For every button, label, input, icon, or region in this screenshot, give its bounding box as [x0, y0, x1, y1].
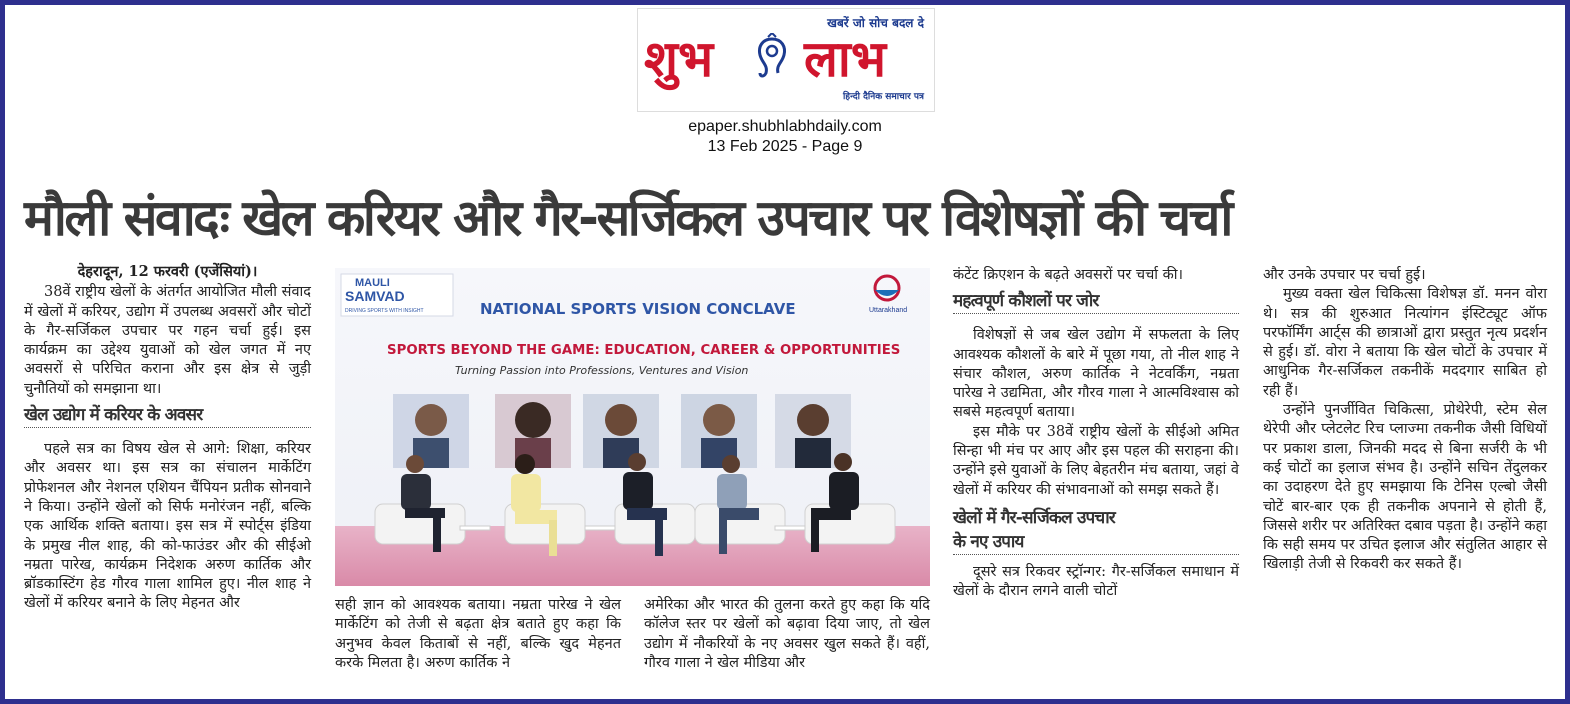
photo-logo-line1: MAULI — [355, 277, 390, 289]
date-page: 13 Feb 2025 - Page 9 — [707, 138, 863, 155]
dateline: देहरादून, 12 फरवरी (एजेंसियां)। — [77, 263, 258, 280]
logo-text-right: लाभ — [804, 29, 886, 88]
article-column-4 — [953, 266, 1239, 602]
paragraph: मुख्य वक्ता खेल चिकित्सा विशेषज्ञ डॉ. मनन वोरा थे। सत्र की शुरुआत नित्यांगन इंस्टिट्यूट ऑफ परफॉर्मिंग आर्ट्स की छात्राओं द्वारा प्रस्तुत नृत्य प्रदर्शन से हुई। डॉ. वोरा ने बताया कि खेल चोटों के उपचार में आधुनिक गैर-सर्जिकल तकनीकें मददगार साबित हो रही हैं। — [1263, 286, 1547, 399]
paragraph: 38वें राष्ट्रीय खेलों के अंतर्गत आयोजित मौली संवाद में खेलों में करियर, उद्योग में उपलब्ध अवसरों और चोटों के गैर-सर्जिकल उपचार पर गहन चर्चा हुई। इस कार्यक्रम का उद्देश्य युवाओं को खेल जगत में नए अवसरों से परिचित कराना और इस क्षेत्र से जुड़ी चुनौतियों को समझाना था। — [24, 284, 311, 397]
paragraph: उन्होंने पुनर्जीवित चिकित्सा, प्रोथेरेपी, स्टेम सेल थेरेपी और प्लेटलेट रिच प्लाज्मा तकनीक जैसी विधियों पर प्रकाश डाला, जिनकी मदद से बिना सर्जरी के भी कई चोटों का इलाज संभव है। उन्होंने सचिन तेंदुलकर का उदाहरण देते हुए समझाया कि टेनिस एल्बो जैसी चोटें बार-बार एक ही तकनीक अपनाने से होती हैं, जिससे शरीर पर अतिरिक्त दबाव पड़ता है। उन्होंने कहा कि सही समय पर उचित इलाज और संतुलित आहार से खिलाड़ी तेजी से रिकवरी कर सकते हैं। — [1263, 402, 1547, 573]
paragraph: और उनके उपचार पर चर्चा हुई। — [1263, 267, 1426, 283]
logo-text-left: शुभ — [644, 29, 714, 88]
photo-logo-line2: SAMVAD — [345, 288, 405, 304]
masthead-tagline: खबरें जो सोच बदल दे — [827, 16, 924, 30]
article-column-3 — [644, 596, 930, 673]
subheading: खेल उद्योग में करियर के अवसर — [24, 403, 311, 428]
masthead-subtag: हिन्दी दैनिक समाचार पत्र — [842, 92, 924, 102]
event-photo-illustration — [335, 268, 930, 586]
site-url[interactable]: epaper.shubhlabhdaily.com — [688, 118, 882, 135]
banner-title: NATIONAL SPORTS VISION CONCLAVE — [480, 300, 796, 318]
subheading-line-1: खेलों में गैर-सर्जिकल उपचार — [953, 507, 1115, 528]
ganesha-icon — [750, 33, 794, 81]
paragraph: पहले सत्र का विषय खेल से आगे: शिक्षा, करियर और अवसर था। इस सत्र का संचालन मार्केटिंग प्रोफेशनल और नेशनल एशियन चैंपियन प्रतीक सोनवाने ने किया। उन्होंने खेलों को सिर्फ मनोरंजन नहीं, बल्कि एक आर्थिक शक्ति बताया। इस सत्र में स्पोर्ट्स इंडिया के प्रमुख नील शाह, की को-फाउंडर और की सीईओ नम्रता पारेख, कार्यक्रम निदेशक अरुण कार्तिक और ब्रॉडकास्टिंग हेड गौरव गाला शामिल हुए। नील शाह ने खेलों में करियर बनाने के लिए मेहनत और — [24, 441, 311, 612]
photo-logo-tag: DRIVING SPORTS WITH INSIGHT — [345, 308, 424, 314]
photo-state-logo: Uttarakhand — [869, 307, 908, 314]
subheading-line-2: के नए उपाय — [953, 530, 1239, 555]
event-photo — [335, 268, 930, 586]
banner-tagline: Turning Passion into Professions, Ventures and Vision — [455, 364, 749, 377]
banner-subtitle: SPORTS BEYOND THE GAME: EDUCATION, CAREER & OPPORTUNITIES — [387, 343, 901, 358]
article-headline: मौली संवादः खेल करियर और गैर-सर्जिकल उपचार पर विशेषज्ञों की चर्चा — [24, 189, 1231, 247]
article-column-1 — [24, 262, 311, 614]
article-column-2 — [335, 596, 621, 673]
paragraph: कंटेंट क्रिएशन के बढ़ते अवसरों पर चर्चा की। — [953, 267, 1184, 283]
article-column-5 — [1263, 266, 1547, 575]
paragraph: सही ज्ञान को आवश्यक बताया। नम्रता पारेख ने खेल मार्केटिंग को तेजी से बढ़ता क्षेत्र बताते हुए कहा कि अनुभव केवल किताबों से नहीं, बल्कि खुद मेहनत करके मिलता है। अरुण कार्तिक ने — [335, 597, 621, 671]
subheading: महत्वपूर्ण कौशलों पर जोर — [953, 289, 1239, 314]
paragraph: अमेरिका और भारत की तुलना करते हुए कहा कि यदि कॉलेज स्तर पर खेलों को बढ़ावा दिया जाए, तो खेल उद्योग में नौकरियों के नए अवसर खुल सकते हैं। वहीं, गौरव गाला ने खेल मीडिया और — [644, 597, 930, 671]
paragraph: विशेषज्ञों से जब खेल उद्योग में सफलता के लिए आवश्यक कौशलों के बारे में पूछा गया, तो नील शाह ने संचार कौशल, अरुण कार्तिक ने नेटवर्किंग, नम्रता पारेख ने उद्यमिता, और गौरव गाला ने आत्मविश्वास को सबसे महत्वपूर्ण बताया। — [953, 327, 1239, 421]
masthead-logo[interactable] — [637, 8, 935, 112]
paragraph: इस मौके पर 38वें राष्ट्रीय खेलों के सीईओ अमित सिन्हा भी मंच पर आए और इस पहल की सराहना की। उन्होंने इसे युवाओं के लिए बेहतरीन मंच बताया, जहां वे खेलों में करियर की संभावनाओं को समझ सकते हैं। — [953, 423, 1239, 498]
speaker-cards — [393, 394, 851, 468]
paragraph: दूसरे सत्र रिकवर स्ट्रॉन्गर: गैर-सर्जिकल समाधान में खेलों के दौरान लगने वाली चोटों — [953, 563, 1239, 600]
